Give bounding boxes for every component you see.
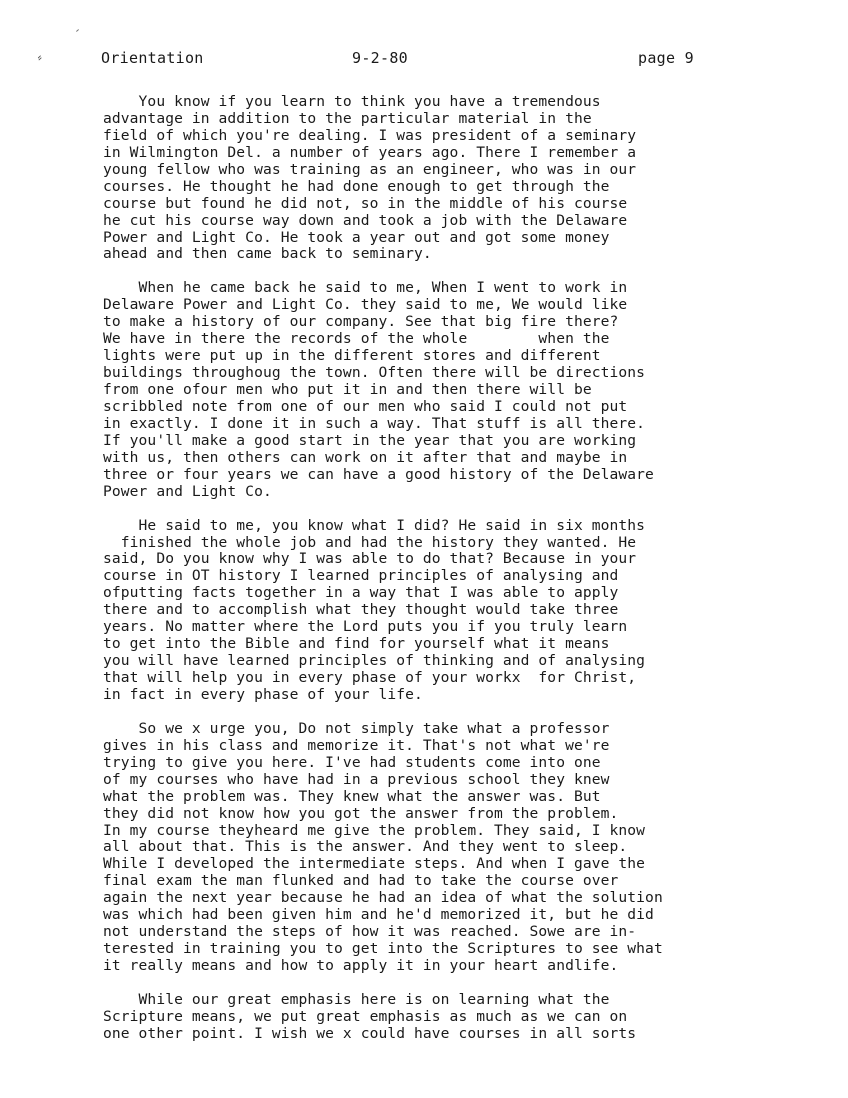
text-line: gives in his class and memorize it. That's not what we're — [103, 736, 610, 754]
text-line: one other point. I wish we x could have courses in all sorts — [103, 1024, 637, 1042]
header-date: 9-2-80 — [352, 49, 408, 67]
text-line: in exactly. I done it in such a way. That stuff is all there. — [103, 414, 646, 432]
page-header — [0, 49, 848, 71]
text-line: of my courses who have had in a previous school they knew — [103, 770, 610, 788]
text-line: advantage in addition to the particular material in the — [103, 109, 592, 127]
text-line: he cut his course way down and took a job with the Delaware — [103, 211, 628, 229]
text-line: final exam the man flunked and had to take the course over — [103, 872, 619, 890]
paragraph — [103, 94, 803, 263]
text-line: not understand the steps of how it was reached. Sowe are in- — [103, 923, 637, 941]
scan-speck — [76, 29, 79, 32]
text-line: from one ofour men who put it in and then there will be — [103, 381, 592, 398]
text-line: We have in there the records of the whole when the — [103, 330, 610, 348]
text-line: So we x urge you, Do not simply take what a professor — [103, 719, 610, 737]
text-line: field of which you're dealing. I was president of a seminary — [103, 126, 637, 144]
text-line: ahead and then came back to seminary. — [103, 245, 432, 263]
text-line: When he came back he said to me, When I went to work in — [103, 279, 628, 297]
text-line: Power and Light Co. — [103, 482, 272, 500]
text-line: what the problem was. They knew what the answer was. But — [103, 787, 601, 805]
text-line: lights were put up in the different stores and different — [103, 347, 601, 365]
text-line: terested in training you to get into the Scriptures to see what — [103, 940, 663, 958]
margin-mark: ⸗ — [33, 49, 46, 65]
text-line: in Wilmington Del. a number of years ago. There I remember a — [103, 143, 637, 161]
text-line: If you'll make a good start in the year that you are working — [103, 431, 637, 449]
text-line: course but found he did not, so in the middle of his course — [103, 194, 628, 212]
text-line: While our great emphasis here is on learning what the — [103, 990, 610, 1008]
text-line: buildings throughoug the town. Often there will be directions — [103, 364, 646, 382]
text-line: course in OT history I learned principles of analysing and — [103, 567, 619, 585]
body-text — [103, 94, 803, 1060]
text-line: Power and Light Co. He took a year out and got some money — [103, 228, 610, 246]
text-line: that will help you in every phase of your workx for Christ, — [103, 669, 637, 686]
text-line: Delaware Power and Light Co. they said to me, We would like — [103, 296, 628, 314]
paragraph — [103, 721, 803, 975]
text-line: said, Do you know why I was able to do that? Because in your — [103, 550, 637, 568]
text-line: they did not know how you got the answer from the problem. — [103, 804, 619, 822]
text-line: While I developed the intermediate steps. And when I gave the — [103, 855, 646, 873]
text-line: young fellow who was training as an engineer, who was in our — [103, 160, 637, 178]
text-line: all about that. This is the answer. And they went to sleep. — [103, 838, 628, 856]
text-line: finished the whole job and had the history they wanted. He — [103, 533, 637, 551]
text-line: ofputting facts together in a way that I was able to apply — [103, 584, 619, 602]
text-line: to get into the Bible and find for yourself what it means — [103, 635, 610, 653]
text-line: You know if you learn to think you have a tremendous — [103, 93, 601, 110]
text-line: scribbled note from one of our men who said I could not put — [103, 397, 628, 415]
text-line: trying to give you here. I've had students come into one — [103, 753, 601, 771]
paragraph — [103, 280, 803, 500]
text-line: in fact in every phase of your life. — [103, 685, 423, 703]
paragraph — [103, 992, 803, 1043]
text-line: with us, then others can work on it after that and maybe in — [103, 448, 628, 466]
paragraph — [103, 518, 803, 704]
text-line: In my course theyheard me give the problem. They said, I know — [103, 821, 646, 839]
text-line: again the next year because he had an idea of what the solution — [103, 889, 663, 907]
text-line: years. No matter where the Lord puts you if you truly learn — [103, 618, 628, 636]
text-line: was which had been given him and he'd memorized it, but he did — [103, 906, 654, 924]
text-line: it really means and how to apply it in your heart andlife. — [103, 957, 619, 974]
header-title: Orientation — [101, 49, 204, 67]
text-line: you will have learned principles of thinking and of analysing — [103, 652, 646, 670]
text-line: three or four years we can have a good history of the Delaware — [103, 465, 654, 483]
header-page-number: page 9 — [638, 49, 694, 67]
text-line: Scripture means, we put great emphasis as much as we can on — [103, 1007, 628, 1025]
text-line: courses. He thought he had done enough to get through the — [103, 177, 610, 195]
text-line: there and to accomplish what they thought would take three — [103, 601, 619, 619]
text-line: He said to me, you know what I did? He said in six months — [103, 516, 646, 534]
text-line: to make a history of our company. See that big fire there? — [103, 313, 619, 331]
